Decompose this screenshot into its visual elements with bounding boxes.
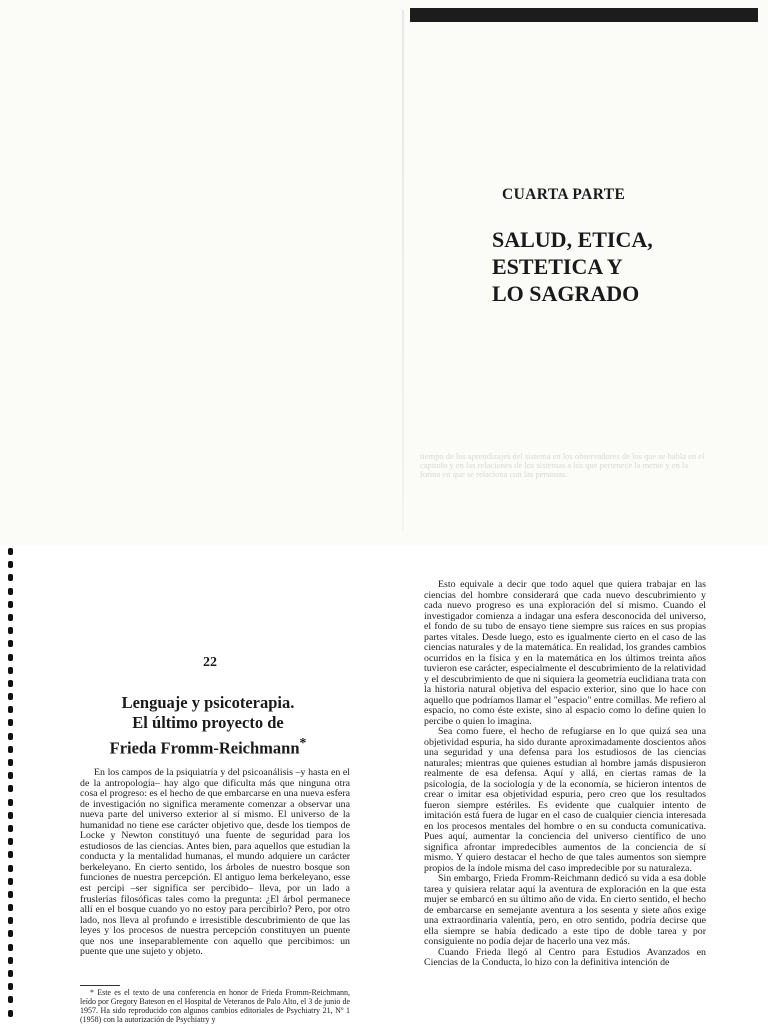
paragraph: Sea como fuere, el hecho de refugiarse en lo que quizá sea una objetividad espuria, ha sido durante aproximadamente doscientos años una seguridad y una defensa para los estudiosos de las ciencias naturales; mientras que quienes estudian al hombre jamás dispusieron realmente de esa defensa. Aquí y allá, en ciertas ramas de la psicología, de la sociología y de la economía, se hicieron intentos de crear o imitar esa objetividad espuria, pero creo que los resultados fueron siempre estériles. Es evidente que cualquier intento de imitación está fuera de lugar en el caso de cualquier ciencia interesada en los procesos mentales del hombre o en su conducta comunicativa. Pues aquí, aumentar la conciencia del universo científico de uno significa afrontar impredecibles aumentos de la conciencia de sí mismo. Y quiero destacar el hecho de que tales aumentos son siempre propios de la índole misma del caso impredecible por su naturaleza. [424,726,706,874]
paragraph: En los campos de la psiquiatría y del psicoanálisis –y hasta en el de la antropología– hay algo que dificulta más que ninguna otra cosa el progreso: es el hecho de que embarcarse en una nueva esfera de investigación no significa meramente comenzar a observar una nueva parte del universo exterior al sí mismo. El universo de la humanidad no tiene ese carácter objetivo que, desde los tiempos de Locke y Newton constituyó una fuente de seguridad para los estudiosos de las ciencias. Antes bien, para aquellos que estudian la conducta y la mentalidad humanas, el mundo adquiere un carácter berkeleyano. En cierto sentido, los árboles de nuestro bosque son funciones de nuestra percepción. El antiguo lema berkeleyano, esse est percipi –ser significa ser percibido– lleva, por un lado a fruslerías filosóficas tales como la pregunta: ¿El árbol permanece allí en el bosque cuando yo no estoy para percibirlo? Pero, por otro lado, nos lleva al profundo e irresistible descubrimiento de que las leyes y los procesos de nuestra percepción constituyen un puente que nos une inseparablemente con aquello que percibimos: un puente que une sujeto y objeto. [80,767,350,958]
part-title-line: LO SAGRADO [492,281,640,306]
paragraph: Esto equivale a decir que todo aquel que quiera trabajar en las ciencias del hombre considerará que cada nuevo descubrimiento y cada nuevo progreso es una exploración del sí mismo. Cuando el investigador comienza a indagar una esfera desconocida del universo, el fondo de su tubo de ensayo tiene siempre sus raíces en sus propias partes vitales. Desde luego, esto es igualmente cierto en el caso de las ciencias naturales y de la matemática. En realidad, los grandes cambios ocurridos en la física y en la matemática en los últimos treinta años tuvieron ese carácter, especialmente el descubrimiento de la relatividad y el descubrimiento de que ni siquiera la geometría euclidiana trata con la historia natural objetiva del espacio exterior, sino que lo hace con aquello que podríamos llamar el "espacio" entre comillas. Me refiero al espacio, no como éste existe, sino al espacio como lo define quien lo percibe o quien lo imagina. [424,579,706,727]
binding-rings [8,548,18,1024]
right-column-text [424,580,706,969]
chapter-number: 22 [203,655,217,670]
footnote [80,988,350,1024]
chapter-title [80,693,336,759]
part-title-line: SALUD, ETICA, [492,227,653,252]
paragraph: Cuando Frieda llegó al Centro para Estudios Avanzados en Ciencias de la Conducta, lo hizo con la definitiva intención de [424,946,706,968]
chapter-title-line: Lenguaje y psicoterapia. [121,693,295,712]
part-title [492,226,732,307]
left-column-text [80,768,350,958]
chapter-title-line: El último proyecto de [132,713,284,732]
footnote-mark: * [299,735,307,750]
paragraph: Sin embargo, Frieda Fromm-Reichmann dedicó su vida a esa doble tarea y quisiera relatar aquí la aventura de exploración en la que esta mujer se embarcó en su último año de vida. En cierto sentido, el hecho de embarcarse en semejante aventura a los sesenta y siete años exige una extraordinaria valentía, pero, en otro sentido, podría decirse que ella siempre se había dedicado a este tipo de doble tarea y por consiguiente no podía dejar de hacerlo una vez más. [424,873,706,947]
show-through-text: tiempo de los aprendizajes del sistema en los observadores de los que se habla en el capitulo y en las relaciones de los sistemas a los que pertenece la mente y en la forma en que se relaciona con las personas. [420,452,705,479]
page-fold [402,10,404,530]
chapter-title-line: Frieda Fromm-Reichmann* [109,735,307,758]
part-title-line: ESTETICA Y [492,254,623,279]
scan-edge-shadow [410,8,758,22]
footnote-rule [80,985,120,986]
footnote-text: * Este es el texto de una conferencia en honor de Frieda Fromm-Reichmann, leído por Gregory Bateson en el Hospital de Veteranos de Palo Alto, el 3 de junio de 1957. Ha sido reproducido con algunos cambios editoriales de Psychiatry 21, Nº 1 (1958) con la autorización de Psychiatry y [80,988,350,1024]
part-heading: CUARTA PARTE [502,186,626,203]
